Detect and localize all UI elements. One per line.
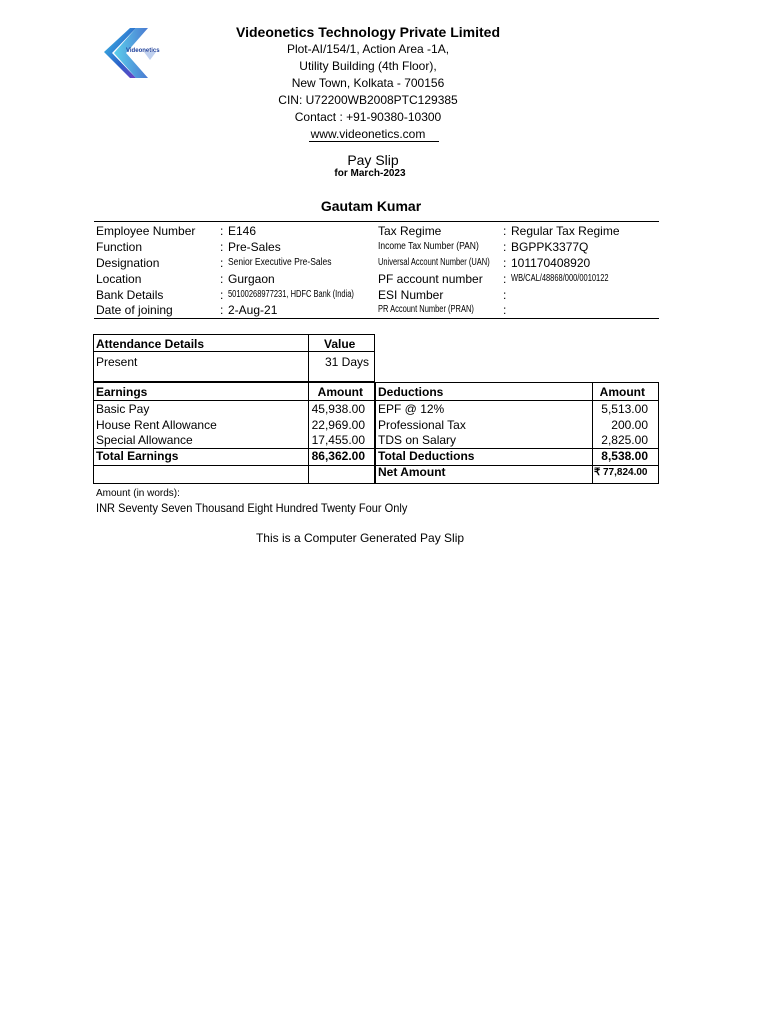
earning-amount: 45,938.00 xyxy=(311,402,365,416)
info-colon: : xyxy=(503,256,507,270)
contact-line: Contact : +91-90380-10300 xyxy=(294,110,442,124)
employee-name: Gautam Kumar xyxy=(320,198,422,214)
deduction-label: Professional Tax xyxy=(378,418,466,432)
earning-label: Basic Pay xyxy=(96,402,150,416)
total-earnings-label: Total Earnings xyxy=(96,449,179,463)
info-label: Universal Account Number (UAN) xyxy=(378,257,490,268)
amount-in-words-label: Amount (in words): xyxy=(96,488,180,499)
earnings-amount-header: Amount xyxy=(317,385,363,399)
info-label: Date of joining xyxy=(96,303,173,317)
table-divider xyxy=(592,382,593,484)
tax-regime-value: Regular Tax Regime xyxy=(511,224,620,238)
employee-number-value: E146 xyxy=(228,224,257,238)
cin-line: CIN: U72200WB2008PTC129385 xyxy=(278,93,458,107)
info-label: Location xyxy=(96,272,142,286)
info-colon: : xyxy=(503,224,507,238)
table-divider xyxy=(308,382,309,484)
payslip-period: for March-2023 xyxy=(334,168,406,179)
info-label: Function xyxy=(96,240,143,254)
total-earnings-value: 86,362.00 xyxy=(311,449,365,463)
info-colon: : xyxy=(220,303,224,317)
table-divider xyxy=(308,334,309,382)
table-divider xyxy=(93,400,375,401)
info-colon: : xyxy=(220,272,224,286)
present-value: 31 Days xyxy=(324,355,369,369)
net-amount-label: Net Amount xyxy=(378,465,446,479)
deduction-amount: 200.00 xyxy=(611,418,648,432)
deductions-header: Deductions xyxy=(378,385,444,399)
payslip-title: Pay Slip xyxy=(347,152,399,168)
earning-amount: 22,969.00 xyxy=(311,418,365,432)
info-label: PR Account Number (PRAN) xyxy=(378,304,474,315)
address-line: Utility Building (4th Floor), xyxy=(299,59,437,73)
info-bottom-rule xyxy=(94,318,659,319)
net-amount-value: 77,824.00 xyxy=(603,467,648,478)
info-colon: : xyxy=(503,288,507,302)
function-value: Pre-Sales xyxy=(228,240,281,254)
amount-in-words: INR Seventy Seven Thousand Eight Hundred Twenty Four Only xyxy=(96,501,408,515)
info-label: Income Tax Number (PAN) xyxy=(378,241,479,252)
info-colon: : xyxy=(503,272,507,286)
deduction-amount: 2,825.00 xyxy=(601,433,648,447)
table-divider xyxy=(93,351,375,352)
info-colon: : xyxy=(220,256,224,270)
pf-account-value: WB/CAL/48868/000/0010122 xyxy=(511,273,609,284)
info-top-rule xyxy=(94,221,659,222)
earning-label: House Rent Allowance xyxy=(96,418,217,432)
rupee-icon: ₹ xyxy=(594,467,601,478)
info-label: Tax Regime xyxy=(378,224,442,238)
info-colon: : xyxy=(220,240,224,254)
address-line: New Town, Kolkata - 700156 xyxy=(291,76,445,90)
address-line: Plot-AI/154/1, Action Area -1A, xyxy=(286,42,450,56)
total-deductions-value: 8,538.00 xyxy=(601,449,648,463)
info-colon: : xyxy=(220,288,224,302)
info-label: Bank Details xyxy=(96,288,164,302)
uan-value: 101170408920 xyxy=(511,256,591,270)
logo-wordmark: Videonetics xyxy=(126,48,160,54)
info-label: PF account number xyxy=(378,272,483,286)
header-divider xyxy=(309,141,439,142)
company-address xyxy=(0,41,736,143)
bank-details-value: 50100268977231, HDFC Bank (India) xyxy=(228,289,354,300)
info-colon: : xyxy=(503,240,507,254)
location-value: Gurgaon xyxy=(228,272,275,286)
total-deductions-label: Total Deductions xyxy=(378,449,475,463)
deduction-label: EPF @ 12% xyxy=(378,402,445,416)
deduction-amount: 5,513.00 xyxy=(601,402,648,416)
computer-generated-note: This is a Computer Generated Pay Slip xyxy=(255,531,465,545)
pan-value: BGPPK3377Q xyxy=(511,240,589,254)
table-divider xyxy=(375,400,659,401)
company-name: Videonetics Technology Private Limited xyxy=(236,24,500,40)
deduction-label: TDS on Salary xyxy=(378,433,457,447)
attendance-header: Attendance Details xyxy=(96,337,205,351)
website-link[interactable]: www.videonetics.com xyxy=(310,127,426,141)
date-of-joining-value: 2-Aug-21 xyxy=(228,303,278,317)
deductions-amount-header: Amount xyxy=(599,385,645,399)
designation-value: Senior Executive Pre-Sales xyxy=(228,257,332,268)
info-label: ESI Number xyxy=(378,288,444,302)
attendance-value-header: Value xyxy=(324,337,356,351)
table-divider xyxy=(93,465,375,466)
earning-label: Special Allowance xyxy=(96,433,193,447)
earning-amount: 17,455.00 xyxy=(311,433,365,447)
present-label: Present xyxy=(96,355,138,369)
info-colon: : xyxy=(220,224,224,238)
info-colon: : xyxy=(503,303,507,317)
info-label: Employee Number xyxy=(96,224,196,238)
earnings-header: Earnings xyxy=(96,385,148,399)
info-label: Designation xyxy=(96,256,160,270)
